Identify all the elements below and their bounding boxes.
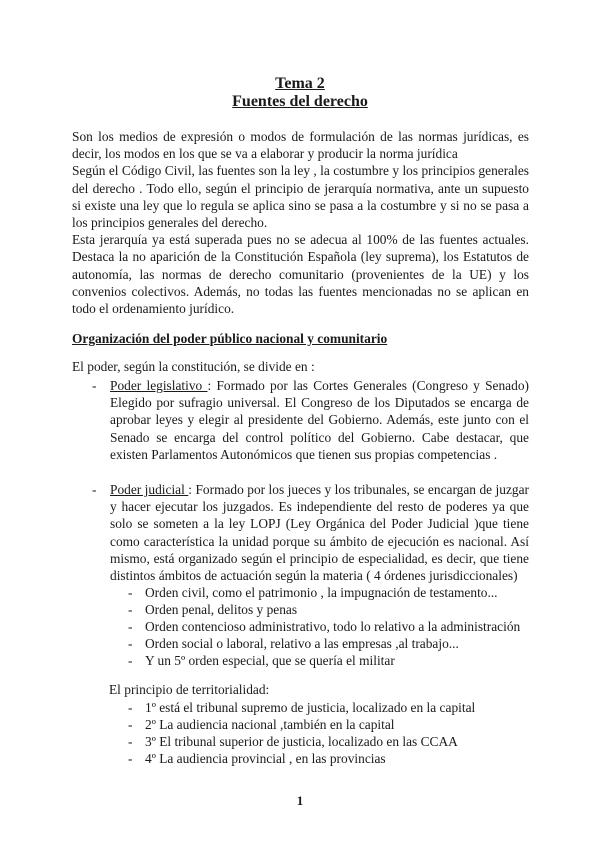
text-line: Esta jerarquía ya está superada pues no se adecua al 100% de las fuentes actuales. (72, 232, 529, 248)
text-line: del derecho . Todo ello, según el principio de jerarquía normativa, ante un supuesto (72, 180, 529, 196)
list-item-order (128, 635, 459, 652)
bullet-dash: - (128, 585, 133, 600)
text-line: los principios generales del derecho. (72, 215, 268, 231)
text-line: solo se someten a la ley LOPJ (Ley Orgánica del Poder Judicial )que tiene (110, 516, 529, 532)
list-item-order (128, 601, 298, 618)
text-line: si existe una ley que lo regula se aplica sino se pasa a la costumbre y si no se pasa a (72, 197, 529, 213)
list-item-legislative (92, 377, 529, 463)
item-text: Y un 5º orden especial, que se quería el militar (145, 653, 395, 668)
bullet-dash: - (128, 602, 133, 617)
list-item-court (128, 750, 386, 767)
list-item-court (128, 733, 458, 750)
list-item-order (128, 652, 395, 669)
text-line: Destaca la no aparición de la Constitución Española (ley suprema), los Estatutos de (72, 249, 529, 265)
list-item-court (128, 716, 395, 733)
text-line: Según el Código Civil, las fuentes son la ley , la costumbre y los principios generales (72, 163, 529, 179)
text-line: y hacer ejecutar los juzgados. Es independiente del resto de poderes ya que (110, 499, 529, 515)
item-text: Orden civil, como el patrimonio , la impugnación de testamento... (145, 585, 498, 600)
item-text: 2º La audiencia nacional ,también en la capital (145, 717, 395, 732)
text-line: Elegido por sufragio universal. El Congreso de los Diputados se encarga de (110, 395, 529, 411)
bullet-dash: - (128, 717, 133, 732)
item-text: Orden penal, delitos y penas (145, 602, 298, 617)
text-line: Son los medios de expresión o modos de formulación de las normas jurídicas, es (72, 129, 529, 144)
item-text: 3º El tribunal superior de justicia, localizado en las CCAA (145, 734, 458, 749)
document-subtitle: Fuentes del derecho (232, 93, 368, 110)
section-heading: Organización del poder público nacional y comunitario (72, 331, 388, 346)
territoriality-heading: El principio de territorialidad: (109, 682, 270, 697)
bullet-dash: - (128, 619, 133, 634)
text-line: como característica la unidad porque su ámbito de ejecución es nacional. Así (110, 533, 529, 549)
bullet-dash: - (92, 378, 97, 393)
text-line: decir, los modos en los que se va a elaborar y producir la norma jurídica (72, 146, 458, 162)
page-number: 1 (296, 793, 304, 808)
colon: : (207, 378, 212, 393)
intro-paragraph (72, 128, 529, 317)
item-text: Orden contencioso administrativo, todo lo relativo a la administración (145, 619, 521, 634)
bullet-dash: - (128, 700, 133, 715)
bullet-dash: - (128, 653, 133, 668)
text-fragment: Formado por las Cortes Generales (Congreso y Senado) (211, 378, 529, 393)
text-line: todo el ordenamiento jurídico. (72, 301, 235, 317)
bullet-dash: - (128, 751, 133, 766)
item-label: Poder judicial (110, 482, 189, 497)
bullet-dash: - (92, 482, 97, 497)
list-item-order (128, 618, 521, 635)
item-text: 1º está el tribunal supremo de justicia, localizado en la capital (145, 700, 476, 715)
bullet-dash: - (128, 636, 133, 651)
text-line (110, 377, 529, 394)
list-item-order (128, 584, 498, 601)
text-line: distintos ámbitos de actuación según la materia ( 4 órdenes jurisdiccionales) (110, 568, 518, 584)
item-text: Orden social o laboral, relativo a las empresas ,al trabajo... (145, 636, 459, 651)
item-text: 4º La audiencia provincial , en las provincias (145, 751, 386, 766)
text-line: convenios colectivos. Además, no todas las fuentes mencionadas no se aplican en (72, 283, 529, 299)
section-lead: El poder, según la constitución, se divide en : (72, 359, 315, 374)
bullet-dash: - (128, 734, 133, 749)
list-item-judicial (92, 481, 529, 584)
text-line (110, 481, 529, 498)
text-line: autonomía, las normas de derecho comunitario (provenientes de la UE) y los (72, 266, 529, 282)
text-line: Senado se encarga del control político del Gobierno. Cabe destacar, que (110, 429, 529, 445)
text-line: existen Parlamentos Autonómicos que tienen sus propias competencias . (110, 446, 498, 462)
text-line: aprobar leyes y elegir al presidente del Gobierno. Además, este junto con el (110, 412, 529, 428)
list-item-court (128, 699, 476, 716)
text-fragment: Formado por los jueces y los tribunales, se encargan de juzgar (192, 482, 529, 497)
document-title: Tema 2 (275, 75, 325, 92)
colon: : (188, 482, 193, 497)
item-label: Poder legislativo (110, 378, 208, 393)
text-line: mismo, está organizado según el principio de especialidad, es decir, que tiene (110, 550, 529, 566)
